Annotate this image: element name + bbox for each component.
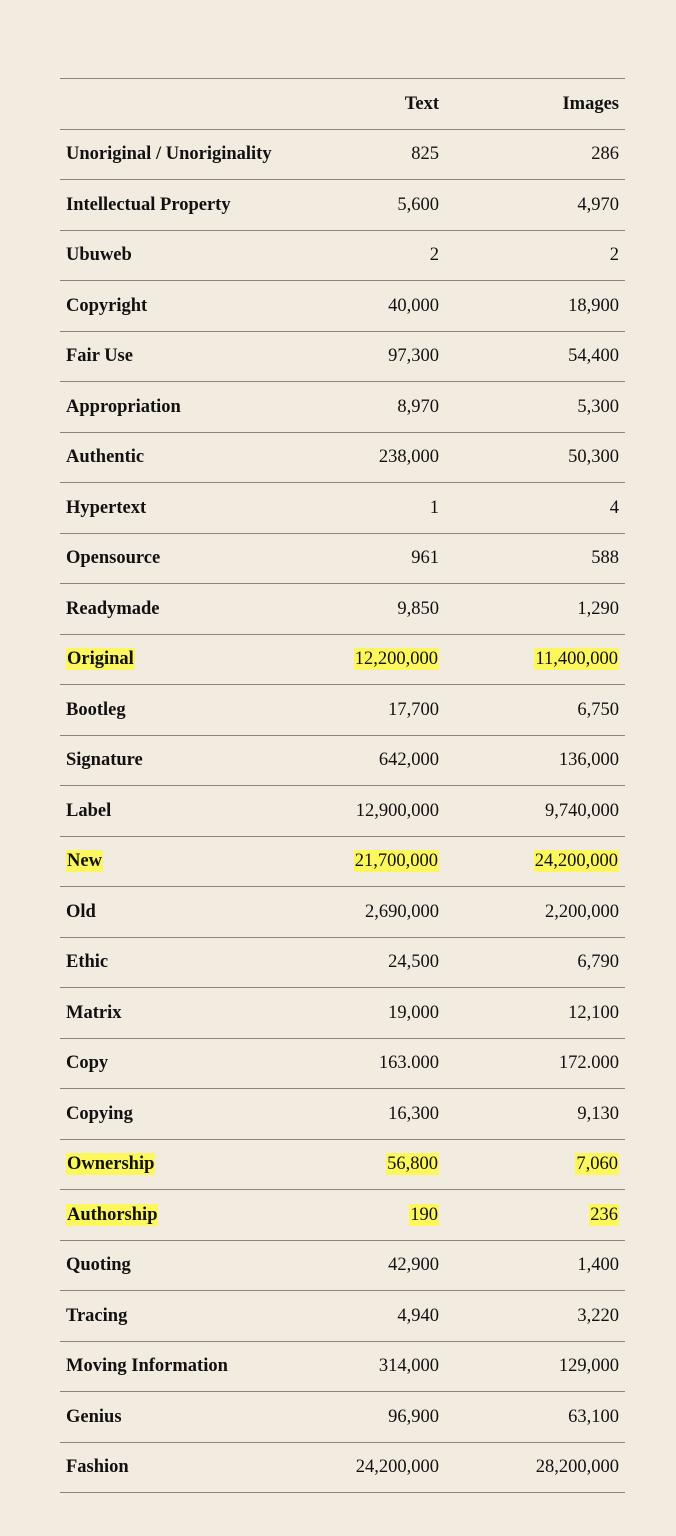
row-images-count-value: 588	[591, 548, 619, 569]
row-text-count-value: 2	[429, 245, 439, 266]
row-images-count-value: 1,290	[577, 598, 619, 619]
row-text-count-value: 24,500	[388, 952, 439, 973]
row-text-count	[305, 836, 445, 887]
row-images-count-value: 7,060	[576, 1154, 618, 1175]
search-results-table-container	[60, 78, 625, 1493]
row-images-count-value: 12,100	[568, 1002, 619, 1023]
row-term	[60, 533, 305, 584]
row-text-count-value: 825	[411, 144, 439, 165]
table-row	[60, 432, 625, 483]
row-images-count-value: 2,200,000	[545, 901, 619, 922]
row-images-count-value: 6,790	[577, 952, 619, 973]
row-term-label: Moving Information	[66, 1356, 228, 1377]
row-term	[60, 432, 305, 483]
row-images-count-value: 11,400,000	[535, 649, 618, 670]
row-text-count	[305, 483, 445, 534]
row-text-count-value: 56,800	[387, 1154, 438, 1175]
row-term-label: Copyright	[66, 295, 148, 316]
row-term	[60, 1291, 305, 1342]
row-images-count	[445, 382, 625, 433]
table-row	[60, 1341, 625, 1392]
row-term-label: Old	[66, 901, 96, 922]
row-images-count	[445, 1392, 625, 1443]
row-images-count-value: 63,100	[568, 1406, 619, 1427]
row-text-count-value: 2,690,000	[365, 901, 439, 922]
row-text-count	[305, 382, 445, 433]
row-term-label: Hypertext	[66, 497, 147, 518]
header-images: Images	[445, 79, 625, 130]
table-row	[60, 129, 625, 180]
row-images-count	[445, 937, 625, 988]
row-text-count	[305, 331, 445, 382]
header-term	[60, 79, 305, 130]
row-term-label: Authentic	[66, 447, 145, 468]
row-term	[60, 887, 305, 938]
row-images-count	[445, 584, 625, 635]
term-count-table	[60, 78, 625, 1493]
row-term-label: Unoriginal / Unoriginality	[66, 144, 272, 165]
row-text-count-value: 19,000	[388, 1002, 439, 1023]
table-row	[60, 1089, 625, 1140]
row-images-count	[445, 634, 625, 685]
row-term-label: Quoting	[66, 1255, 131, 1276]
row-text-count	[305, 1392, 445, 1443]
row-images-count	[445, 331, 625, 382]
row-text-count	[305, 1291, 445, 1342]
row-images-count	[445, 281, 625, 332]
row-images-count	[445, 1190, 625, 1241]
row-text-count-value: 16,300	[388, 1103, 439, 1124]
table-row	[60, 836, 625, 887]
table-row	[60, 1442, 625, 1493]
row-text-count-value: 5,600	[397, 194, 439, 215]
row-term-label: Readymade	[66, 598, 160, 619]
row-images-count-value: 54,400	[568, 346, 619, 367]
row-images-count	[445, 1291, 625, 1342]
row-term-label: Copying	[66, 1103, 133, 1124]
header-text: Text	[305, 79, 445, 130]
row-text-count	[305, 937, 445, 988]
row-images-count	[445, 533, 625, 584]
row-images-count	[445, 786, 625, 837]
table-row	[60, 988, 625, 1039]
row-term	[60, 1240, 305, 1291]
row-text-count	[305, 634, 445, 685]
row-images-count	[445, 230, 625, 281]
row-term	[60, 1139, 305, 1190]
table-row	[60, 180, 625, 231]
row-images-count	[445, 483, 625, 534]
row-text-count	[305, 230, 445, 281]
row-text-count-value: 12,900,000	[355, 800, 439, 821]
row-text-count	[305, 1190, 445, 1241]
table-row	[60, 331, 625, 382]
row-text-count-value: 314,000	[378, 1356, 439, 1377]
row-text-count	[305, 1139, 445, 1190]
row-term	[60, 1392, 305, 1443]
table-row	[60, 584, 625, 635]
table-body	[60, 129, 625, 1493]
row-images-count	[445, 887, 625, 938]
row-text-count-value: 4,940	[397, 1305, 439, 1326]
table-row	[60, 634, 625, 685]
row-text-count-value: 24,200,000	[355, 1457, 439, 1478]
row-text-count-value: 163.000	[378, 1053, 439, 1074]
row-images-count	[445, 1038, 625, 1089]
row-term	[60, 129, 305, 180]
row-term-label: Fair Use	[66, 346, 133, 367]
row-text-count-value: 8,970	[397, 396, 439, 417]
row-term-label: Label	[66, 800, 112, 821]
row-images-count-value: 24,200,000	[534, 851, 618, 872]
row-term-label: Genius	[66, 1406, 122, 1427]
row-text-count-value: 42,900	[388, 1255, 439, 1276]
row-term-label: Ownership	[67, 1154, 155, 1175]
row-term-label: Appropriation	[66, 396, 181, 417]
table-row	[60, 1139, 625, 1190]
row-images-count-value: 236	[590, 1204, 618, 1225]
row-text-count-value: 97,300	[388, 346, 439, 367]
row-text-count	[305, 533, 445, 584]
row-images-count	[445, 1139, 625, 1190]
table-header-row	[60, 79, 625, 130]
row-term-label: Intellectual Property	[66, 194, 231, 215]
row-term	[60, 1190, 305, 1241]
row-term	[60, 230, 305, 281]
row-term-label: Ethic	[66, 952, 109, 973]
row-images-count-value: 286	[591, 144, 619, 165]
row-images-count-value: 136,000	[558, 750, 619, 771]
row-term	[60, 1089, 305, 1140]
row-text-count-value: 17,700	[388, 699, 439, 720]
row-images-count-value: 172.000	[558, 1053, 619, 1074]
row-images-count-value: 6,750	[577, 699, 619, 720]
row-text-count	[305, 1038, 445, 1089]
row-term-label: Bootleg	[66, 699, 126, 720]
row-images-count-value: 3,220	[577, 1305, 619, 1326]
row-term	[60, 331, 305, 382]
row-term-label: Original	[67, 649, 134, 670]
row-term-label: Copy	[66, 1053, 109, 1074]
row-images-count-value: 129,000	[558, 1356, 619, 1377]
row-text-count	[305, 281, 445, 332]
table-row	[60, 1038, 625, 1089]
row-images-count-value: 1,400	[577, 1255, 619, 1276]
row-term	[60, 735, 305, 786]
row-images-count	[445, 1442, 625, 1493]
row-term	[60, 180, 305, 231]
row-term-label: Matrix	[66, 1002, 122, 1023]
row-images-count	[445, 1240, 625, 1291]
row-text-count-value: 96,900	[388, 1406, 439, 1427]
row-text-count-value: 1	[429, 497, 439, 518]
row-text-count	[305, 1341, 445, 1392]
row-term	[60, 937, 305, 988]
row-term	[60, 281, 305, 332]
row-images-count	[445, 432, 625, 483]
table-row	[60, 1240, 625, 1291]
row-term-label: Ubuweb	[66, 245, 132, 266]
row-images-count-value: 9,740,000	[545, 800, 619, 821]
table-row	[60, 887, 625, 938]
row-term-label: Authorship	[67, 1204, 158, 1225]
row-text-count	[305, 1240, 445, 1291]
row-text-count-value: 961	[411, 548, 439, 569]
table-row	[60, 230, 625, 281]
row-images-count-value: 2	[609, 245, 619, 266]
table-row	[60, 483, 625, 534]
row-term	[60, 836, 305, 887]
table-row	[60, 382, 625, 433]
row-text-count-value: 190	[410, 1204, 438, 1225]
row-term-label: Opensource	[66, 548, 161, 569]
row-text-count	[305, 786, 445, 837]
row-term-label: Signature	[66, 750, 143, 771]
row-images-count	[445, 735, 625, 786]
row-text-count-value: 12,200,000	[354, 649, 438, 670]
row-text-count	[305, 129, 445, 180]
row-images-count-value: 28,200,000	[535, 1457, 619, 1478]
row-images-count-value: 18,900	[568, 295, 619, 316]
row-images-count	[445, 988, 625, 1039]
row-term	[60, 483, 305, 534]
row-text-count	[305, 1089, 445, 1140]
table-row	[60, 281, 625, 332]
row-text-count	[305, 735, 445, 786]
table-row	[60, 1291, 625, 1342]
row-term	[60, 1442, 305, 1493]
row-term	[60, 634, 305, 685]
row-term-label: New	[67, 851, 102, 872]
row-term	[60, 988, 305, 1039]
row-term-label: Fashion	[66, 1457, 129, 1478]
table-row	[60, 937, 625, 988]
row-images-count	[445, 836, 625, 887]
row-text-count	[305, 887, 445, 938]
row-text-count	[305, 584, 445, 635]
table-row	[60, 533, 625, 584]
row-images-count	[445, 1341, 625, 1392]
row-images-count	[445, 1089, 625, 1140]
row-term	[60, 584, 305, 635]
row-text-count	[305, 1442, 445, 1493]
row-images-count-value: 4,970	[577, 194, 619, 215]
row-text-count-value: 642,000	[378, 750, 439, 771]
row-term	[60, 382, 305, 433]
row-images-count-value: 50,300	[568, 447, 619, 468]
table-row	[60, 786, 625, 837]
table-row	[60, 1190, 625, 1241]
row-images-count-value: 4	[609, 497, 619, 518]
row-term	[60, 1038, 305, 1089]
table-row	[60, 1392, 625, 1443]
row-images-count	[445, 129, 625, 180]
row-term	[60, 786, 305, 837]
row-images-count	[445, 685, 625, 736]
row-images-count-value: 9,130	[577, 1103, 619, 1124]
row-text-count	[305, 180, 445, 231]
row-text-count	[305, 988, 445, 1039]
row-text-count-value: 40,000	[388, 295, 439, 316]
table-row	[60, 685, 625, 736]
row-term	[60, 685, 305, 736]
row-text-count	[305, 685, 445, 736]
row-term	[60, 1341, 305, 1392]
row-text-count	[305, 432, 445, 483]
row-text-count-value: 9,850	[397, 598, 439, 619]
row-images-count-value: 5,300	[577, 396, 619, 417]
row-images-count	[445, 180, 625, 231]
table-row	[60, 735, 625, 786]
row-text-count-value: 238,000	[378, 447, 439, 468]
row-text-count-value: 21,700,000	[354, 851, 438, 872]
row-term-label: Tracing	[66, 1305, 128, 1326]
